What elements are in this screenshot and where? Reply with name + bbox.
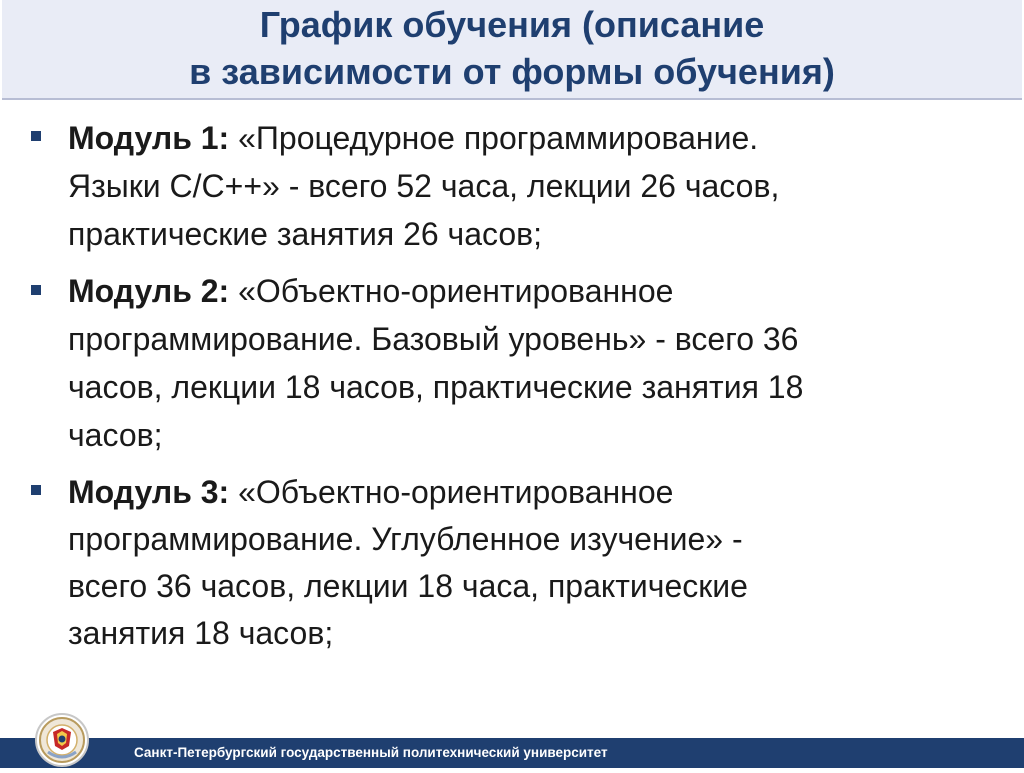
module-2-label: Модуль 2: — [68, 273, 230, 309]
square-bullet-icon — [31, 131, 41, 141]
module-2-line-1 — [68, 273, 673, 309]
module-2-line-3: часов, лекции 18 часов, практические занятия 18 — [68, 369, 804, 405]
module-2-line-4: часов; — [68, 417, 163, 453]
module-1-line-2: Языки C/C++» - всего 52 часа, лекции 26 часов, — [68, 168, 780, 204]
module-1-line-3: практические занятия 26 часов; — [68, 216, 543, 252]
footer-bar — [0, 738, 1024, 768]
slide-title-line-2: в зависимости от формы обучения) — [189, 51, 835, 92]
module-3-label: Модуль 3: — [68, 474, 230, 510]
module-2-line-2: программирование. Базовый уровень» - всего 36 — [68, 321, 799, 357]
footer-university-name: Санкт-Петербургский государственный политехнический университет — [134, 745, 608, 760]
square-bullet-icon — [31, 485, 41, 495]
module-1-text-1: «Процедурное программирование. — [229, 120, 759, 156]
title-banner — [2, 0, 1022, 100]
module-1-label: Модуль 1: — [68, 120, 230, 156]
square-bullet-icon — [31, 285, 41, 295]
module-3-line-3: всего 36 часов, лекции 18 часа, практические — [68, 568, 748, 604]
module-3-line-4: занятия 18 часов; — [68, 615, 334, 651]
slide-title-line-1: График обучения (описание — [259, 4, 765, 45]
module-3-text-1: «Объектно-ориентированное — [229, 474, 674, 510]
module-1-line-1 — [68, 120, 758, 156]
module-2-text-1: «Объектно-ориентированное — [229, 273, 674, 309]
university-emblem-icon — [33, 712, 91, 768]
module-3-line-1 — [68, 474, 673, 510]
module-3-line-2: программирование. Углубленное изучение» - — [68, 521, 743, 557]
